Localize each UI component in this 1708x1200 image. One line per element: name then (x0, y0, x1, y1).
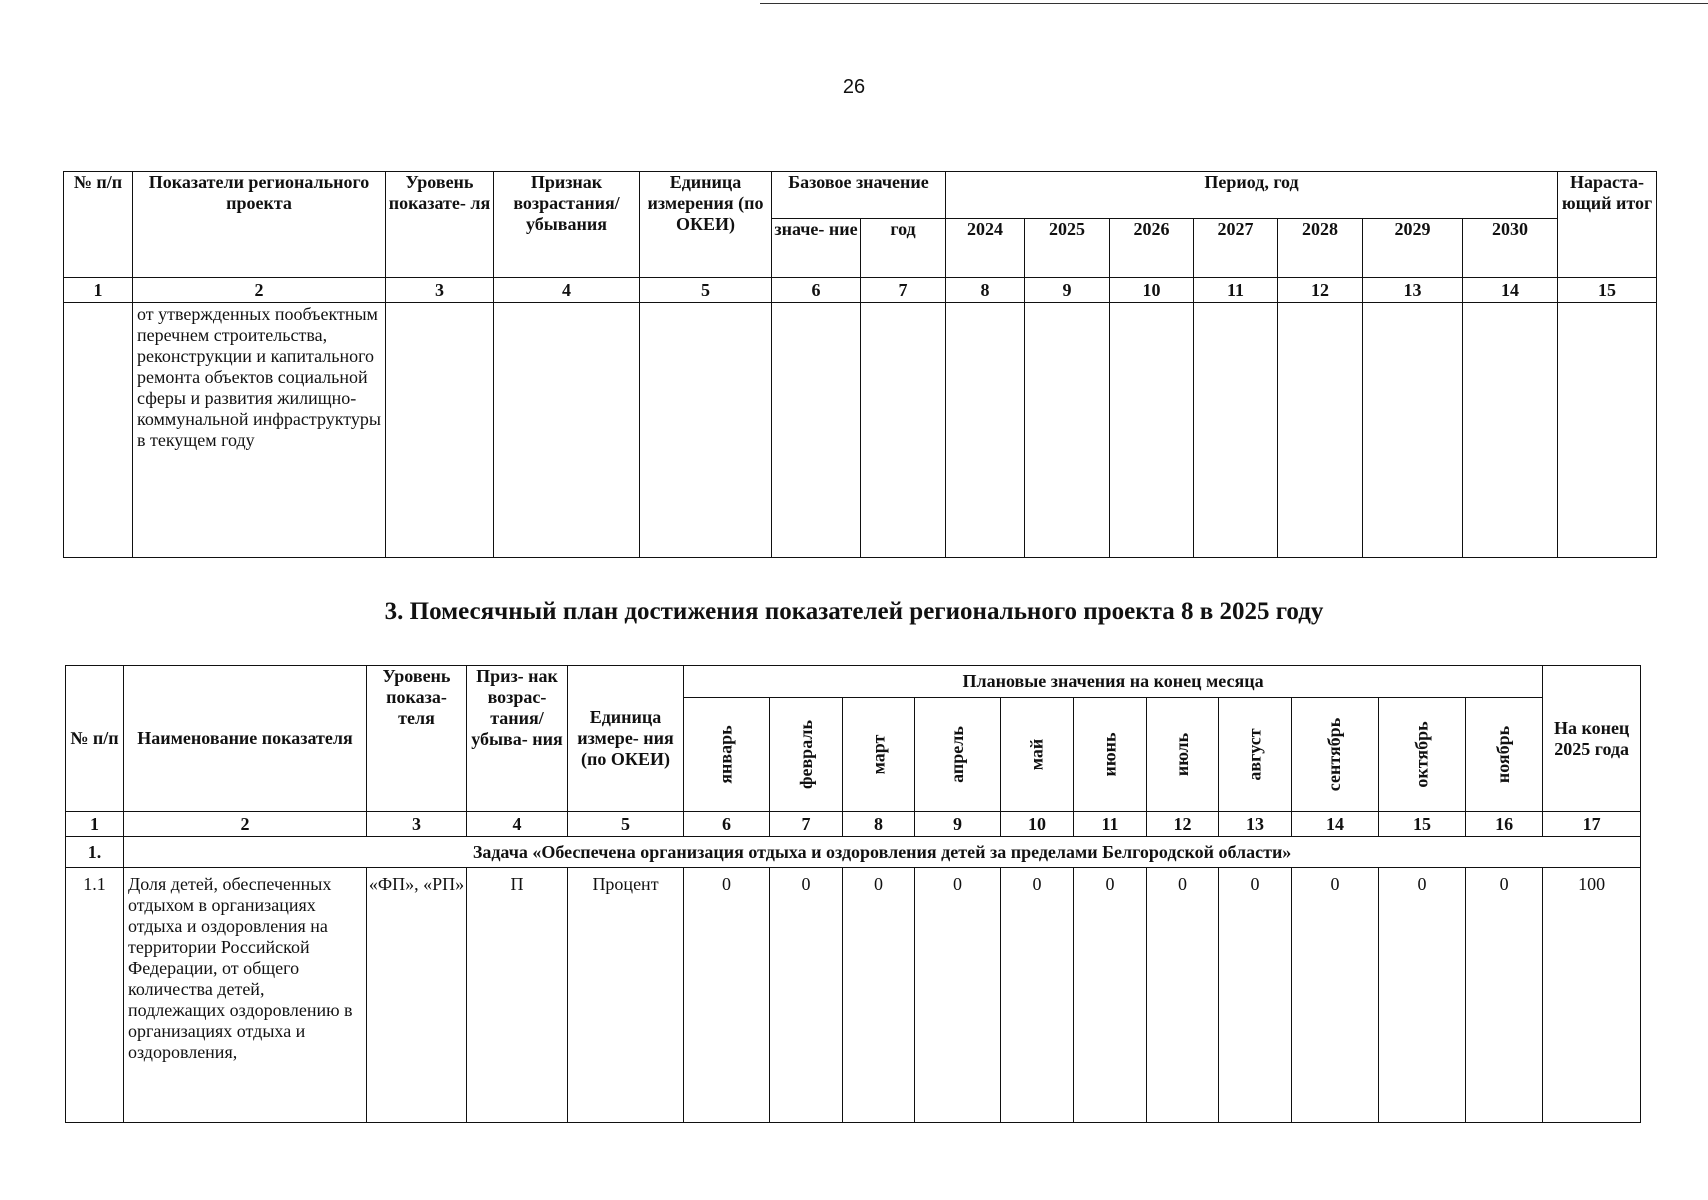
col-num: 11 (1194, 278, 1278, 303)
year-2030: 2030 (1463, 219, 1558, 278)
header-level: Уровень показате- ля (386, 172, 494, 278)
row-level: «ФП», «РП» (367, 868, 467, 1123)
col-num: 2 (133, 278, 386, 303)
month-april (915, 698, 1001, 812)
header-unit: Единица измере- ния (по ОКЕИ) (568, 666, 684, 812)
row-cell (1463, 303, 1558, 558)
col-num: 8 (946, 278, 1025, 303)
header-num: № п/п (66, 666, 124, 812)
header-planned: Плановые значения на конец месяца (684, 666, 1543, 698)
month-june (1074, 698, 1147, 812)
row-cell (1025, 303, 1110, 558)
col-num: 16 (1466, 812, 1543, 837)
value-august: 0 (1219, 868, 1292, 1123)
month-october (1379, 698, 1466, 812)
row-num: 1.1 (66, 868, 124, 1123)
col-num: 4 (494, 278, 640, 303)
col-num: 6 (772, 278, 861, 303)
col-num: 13 (1219, 812, 1292, 837)
task-text: Задача «Обеспечена организация отдыха и оздоровления детей за пределами Белгородской области» (124, 837, 1641, 868)
row-cell (1110, 303, 1194, 558)
year-2024: 2024 (946, 219, 1025, 278)
value-october: 0 (1379, 868, 1466, 1123)
month-january (684, 698, 770, 812)
row-cell (1558, 303, 1657, 558)
col-num: 14 (1292, 812, 1379, 837)
month-september (1292, 698, 1379, 812)
row-unit: Процент (568, 868, 684, 1123)
month-label: май (1026, 738, 1047, 771)
month-august (1219, 698, 1292, 812)
year-2029: 2029 (1363, 219, 1463, 278)
year-2025: 2025 (1025, 219, 1110, 278)
row-sign: П (467, 868, 568, 1123)
col-num: 11 (1074, 812, 1147, 837)
header-period: Период, год (946, 172, 1558, 219)
value-end-year: 100 (1543, 868, 1641, 1123)
col-num: 9 (915, 812, 1001, 837)
section-title: 3. Помесячный план достижения показателей регионального проекта 8 в 2025 году (384, 598, 1324, 625)
header-base-value: значе- ние (772, 219, 861, 278)
top-rule (760, 3, 1708, 4)
header-end-year: На конец 2025 года (1543, 666, 1641, 812)
value-february: 0 (770, 868, 843, 1123)
row-cell (640, 303, 772, 558)
col-num: 3 (386, 278, 494, 303)
col-num: 5 (568, 812, 684, 837)
header-sign: Признак возрастания/ убывания (494, 172, 640, 278)
year-2028: 2028 (1278, 219, 1363, 278)
month-march (843, 698, 915, 812)
header-name: Наименование показателя (124, 666, 367, 812)
month-label: сентябрь (1324, 717, 1345, 792)
task-num: 1. (66, 837, 124, 868)
value-july: 0 (1147, 868, 1219, 1123)
header-num: № п/п (64, 172, 133, 278)
month-may (1001, 698, 1074, 812)
value-june: 0 (1074, 868, 1147, 1123)
month-label: апрель (946, 726, 967, 783)
row-cell (494, 303, 640, 558)
value-april: 0 (915, 868, 1001, 1123)
year-2026: 2026 (1110, 219, 1194, 278)
header-level: Уровень показа- теля (367, 666, 467, 812)
col-num: 10 (1110, 278, 1194, 303)
row-name: Доля детей, обеспеченных отдыхом в организациях отдыха и оздоровления на территории Российской Федерации, от общего количества детей, подлежащих оздоровлению в организациях отдыха и оздоровления, (124, 868, 367, 1123)
month-november (1466, 698, 1543, 812)
col-num: 2 (124, 812, 367, 837)
row-cell (1278, 303, 1363, 558)
col-num: 4 (467, 812, 568, 837)
col-num: 8 (843, 812, 915, 837)
year-2027: 2027 (1194, 219, 1278, 278)
indicators-table (63, 171, 1657, 558)
col-num: 7 (770, 812, 843, 837)
col-num: 5 (640, 278, 772, 303)
indicator-text-continued: от утвержденных пообъектным перечнем строительства, реконструкции и капитального ремонта объектов социальной сферы и развития жилищно-коммунальной инфраструктуры в текущем году (133, 303, 386, 558)
col-num: 6 (684, 812, 770, 837)
row-cell (386, 303, 494, 558)
month-label: июнь (1099, 732, 1120, 777)
col-num: 12 (1147, 812, 1219, 837)
col-num: 15 (1558, 278, 1657, 303)
row-cell (946, 303, 1025, 558)
value-november: 0 (1466, 868, 1543, 1123)
value-september: 0 (1292, 868, 1379, 1123)
col-num: 13 (1363, 278, 1463, 303)
row-cell (1363, 303, 1463, 558)
col-num: 12 (1278, 278, 1363, 303)
month-label: март (867, 734, 888, 775)
header-base-year: год (861, 219, 946, 278)
month-label: август (1244, 728, 1265, 781)
month-july (1147, 698, 1219, 812)
month-february (770, 698, 843, 812)
header-indicators: Показатели регионального проекта (133, 172, 386, 278)
page-number: 26 (842, 76, 866, 98)
row-cell (772, 303, 861, 558)
row-cell (861, 303, 946, 558)
col-num: 15 (1379, 812, 1466, 837)
value-march: 0 (843, 868, 915, 1123)
value-may: 0 (1001, 868, 1074, 1123)
header-unit: Единица измерения (по ОКЕИ) (640, 172, 772, 278)
col-num: 3 (367, 812, 467, 837)
value-january: 0 (684, 868, 770, 1123)
month-label: январь (715, 725, 736, 784)
col-num: 1 (64, 278, 133, 303)
month-label: октябрь (1411, 721, 1432, 788)
col-num: 10 (1001, 812, 1074, 837)
col-num: 17 (1543, 812, 1641, 837)
row-cell (64, 303, 133, 558)
col-num: 1 (66, 812, 124, 837)
col-num: 7 (861, 278, 946, 303)
month-label: февраль (795, 720, 816, 789)
row-cell (1194, 303, 1278, 558)
header-cumulative: Нараста- ющий итог (1558, 172, 1657, 278)
col-num: 9 (1025, 278, 1110, 303)
col-num: 14 (1463, 278, 1558, 303)
month-label: июль (1171, 732, 1192, 777)
header-sign: Приз- нак возрас- тания/ убыва- ния (467, 666, 568, 812)
monthly-plan-table (65, 665, 1641, 1123)
header-base: Базовое значение (772, 172, 946, 219)
month-label: ноябрь (1493, 725, 1514, 784)
